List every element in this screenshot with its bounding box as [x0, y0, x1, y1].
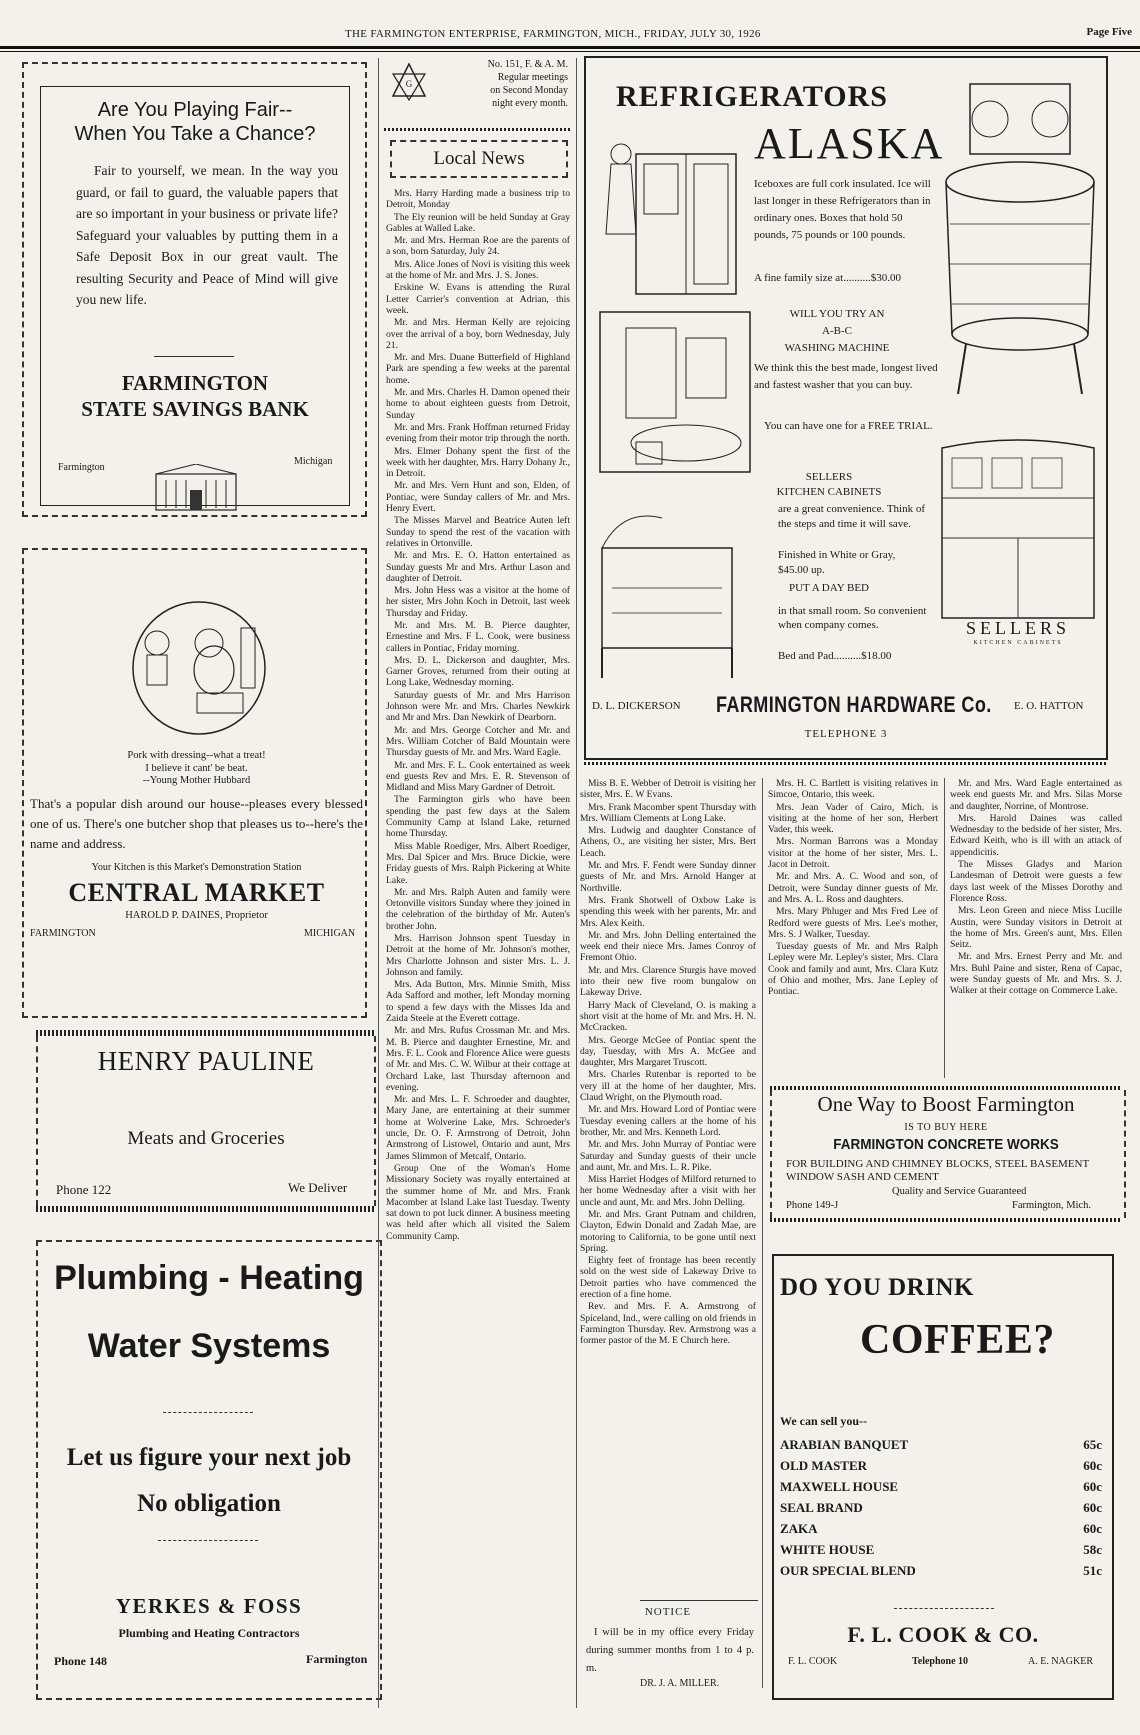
- news-item: Mrs. Harry Harding made a business trip to Detroit, Monday: [386, 188, 570, 211]
- plumbing-name: YERKES & FOSS: [115, 1594, 303, 1618]
- bank-body: Fair to yourself, we mean. In the way you guard, or fail to guard, the valuable papers that are so important in your business or private life? Safeguard your valuables by putting them in a Safe Deposit Box in our great vault. The resulting Security and Peace of Mind will give you new life.: [76, 163, 338, 307]
- news-item: Mr. and Mrs. Ward Eagle entertained as week end guests Mr. and Mrs. Silas Morse and daughter, Norrine, of Montrose.: [950, 778, 1122, 812]
- alaska-text: Iceboxes are full cork insulated. Ice will last longer in these Refrigerators than in ordinary ones. Boxes that hold 50 pounds, 75 pounds or 100 pounds.: [754, 178, 931, 241]
- news-item: Mr. and Mrs. Clarence Sturgis have moved into their new five room bungalow on Lakeway Drive.: [580, 964, 756, 999]
- sellers-price: Finished in White or Gray, $45.00 up.: [778, 549, 896, 576]
- column-rule: [944, 778, 945, 1078]
- coffee-price: 60c: [1083, 1521, 1102, 1536]
- lodge-line-1: No. 151, F. & A. M.: [487, 59, 568, 70]
- market-state: MICHIGAN: [304, 928, 356, 939]
- masthead-line: THE FARMINGTON ENTERPRISE, FARMINGTON, MICH., FRIDAY, JULY 30, 1926: [345, 28, 761, 40]
- news-item: Mr. and Mrs. Ralph Auten and family were Ortonville visitors Sunday where they joined in the celebration of the birthday of Mr. Auten's brother John.: [386, 886, 570, 932]
- sellers-logo: SELLERS: [965, 618, 1070, 638]
- notice-rule: [640, 1600, 758, 1601]
- market-ad: [22, 548, 367, 1018]
- local-news-column: [386, 188, 570, 1703]
- owner-right: E. O. HATTON: [1014, 700, 1084, 712]
- masonic-emblem-icon: [387, 60, 431, 104]
- news-item: Mrs. Frank Shotwell of Oxbow Lake is spending this week with her parents, Mr. and Mrs. Alex Keith.: [580, 894, 756, 929]
- pauline-deliver: We Deliver: [288, 1180, 348, 1195]
- column-rule: [762, 778, 763, 1688]
- news-column-4: [950, 778, 1122, 1078]
- news-column-2: [580, 778, 756, 1538]
- news-item: Mrs. Ada Button, Mrs. Minnie Smith, Miss Ada Safford and mother, left Monday morning to spend a few days with the Misses Ida and Zaida Steele at the Everett cottage.: [386, 979, 570, 1025]
- news-item: Tuesday guests of Mr. and Mrs Ralph Lepley were Mr. Lepley's sister, Mrs. Clara Cook and family and aunt, Mrs. Clara Kutz of Ohio and mother, Mrs. Jane Lepley of Pontiac.: [768, 941, 938, 998]
- coffee-price-list: [780, 1434, 1102, 1581]
- local-news-title-box: [390, 140, 568, 178]
- news-item: Mr. and Mrs. Ernest Perry and Mr. and Mrs. Buhl Paine and sister, Rena of Capac, were Sunday guests of Mr. and Mrs. S. J. Walker at their cottage on Commerce Lake.: [950, 951, 1122, 997]
- divider: [154, 356, 234, 357]
- news-item: Eighty feet of frontage has been recently sold on the west side of Lakeway Drive to Detroit parties who have commenced the erection of a fine home.: [580, 1255, 756, 1301]
- news-item: Mrs. Ludwig and daughter Constance of Athens, O., are visiting her sister, Mrs. Bert Leach.: [580, 825, 756, 859]
- sellers-text: are a great convenience. Think of the steps and time it will save.: [778, 503, 926, 530]
- market-pitch: That's a popular dish around our house--pleases every blessed one of us. There's one butcher shop that pleases us to--here's the name and address.: [30, 796, 363, 851]
- divider: [158, 1540, 258, 1542]
- coffee-name: ARABIAN BANQUET: [780, 1437, 909, 1452]
- news-item: Mr. and Mrs. Duane Butterfield of Highland Park are spending a few weeks at the parental home.: [386, 352, 570, 386]
- news-item: Mr. and Mrs. Rufus Crossman Mr. and Mrs. M. B. Pierce and daughter Ernestine, Mr. and Mrs. F. L. Cook and Florence Alice were guests of Mr. and Mrs. C. W. Wilbur at their cottage at Orchard Lake, last Thursday afternoon and evening.: [386, 1025, 570, 1093]
- news-item: Mr. and Mrs. Howard Lord of Pontiac were Tuesday evening callers at the home of his brother, Mr. and Mrs. Kenneth Lord.: [580, 1104, 756, 1138]
- coffee-price: 60c: [1083, 1479, 1102, 1494]
- coffee-price: 60c: [1083, 1500, 1102, 1515]
- plumbing-line-4: No obligation: [137, 1490, 281, 1517]
- washer-line-2: A-B-C: [822, 325, 852, 337]
- concrete-line-4: FOR BUILDING AND CHIMNEY BLOCKS, STEEL BASEMENT WINDOW SASH AND CEMENT: [786, 1158, 1090, 1183]
- news-item: Saturday guests of Mr. and Mrs Harrison Johnson were Mr. and Mrs. Charles Newkirk and Mr and Mrs. Dan Newkirk of Dearborn.: [386, 689, 570, 724]
- notice-text: I will be in my office every Friday during summer months from 1 to 4 p. m.: [586, 1627, 754, 1674]
- bank-headline-2: When You Take a Chance?: [74, 123, 316, 145]
- pauline-ad: [36, 1036, 376, 1206]
- coffee-price-row: [780, 1560, 1102, 1581]
- coffee-price: 58c: [1083, 1542, 1102, 1557]
- coffee-price-row: [780, 1455, 1102, 1476]
- news-item: Mr. and Mrs. E. O. Hatton entertained as Sunday guests Mr and Mrs. Arthur Lason and daughter of Detroit.: [386, 550, 570, 584]
- poem-line-1: Pork with dressing--what a treat!: [127, 750, 266, 761]
- refrigerator-illustration: [596, 124, 746, 310]
- pauline-line: Meats and Groceries: [127, 1128, 285, 1149]
- pig-cartoon-illustration: [109, 598, 289, 738]
- coffee-name: SEAL BRAND: [780, 1500, 863, 1515]
- news-item: The Misses Marvel and Beatrice Auten left Sunday to spend the rest of the vacation with relatives in Ortonville.: [386, 515, 570, 549]
- news-item: Mrs. D. L. Dickerson and daughter, Mrs. Garner Groves, returned from their outing at Long Lake, Wednesday morning.: [386, 654, 570, 689]
- column-rule: [576, 58, 577, 1708]
- news-item: Mrs. H. C. Bartlett is visiting relatives in Simcoe, Ontario, this week.: [768, 778, 938, 801]
- coffee-intro: We can sell you--: [780, 1414, 867, 1428]
- news-item: Erskine W. Evans is attending the Rural Letter Carrier's convention at Adrian, this week.: [386, 282, 570, 316]
- concrete-phone: Phone 149-J: [786, 1200, 839, 1211]
- notice-title: NOTICE: [644, 1606, 692, 1618]
- hardware-name: FARMINGTON HARDWARE Co.: [716, 692, 992, 717]
- news-item: Miss B. E. Webber of Detroit is visiting her sister, Mrs. E. W Evans.: [580, 778, 756, 801]
- concrete-name: FARMINGTON CONCRETE WORKS: [833, 1136, 1059, 1153]
- news-item: Mr. and Mrs. F. Fendt were Sunday dinner guests of Mr. and Mrs. Arnold Hanger at Northville.: [580, 860, 756, 894]
- poem-line-2: I believe it cant' be beat.: [145, 762, 248, 774]
- coffee-line-1: DO YOU DRINK: [780, 1274, 974, 1301]
- concrete-line-2: IS TO BUY HERE: [904, 1122, 988, 1133]
- washer-line-3: WASHING MACHINE: [784, 342, 890, 354]
- news-item: Mrs. Frank Macomber spent Thursday with Mrs. William Clements at Long Lake.: [580, 801, 756, 824]
- bank-state: Michigan: [294, 456, 333, 467]
- concrete-line-1: One Way to Boost Farmington: [817, 1092, 1075, 1116]
- divider: [163, 1412, 253, 1414]
- news-item: Mr. and Mrs. F. L. Cook entertained as week end guests Rev and Mrs. E. R. Stevenson of Midland and Miss Mary Gardner of Detroit.: [386, 759, 570, 794]
- lodge-line-4: night every month.: [492, 98, 568, 109]
- bank-building-illustration: [152, 464, 240, 512]
- pauline-phone: Phone 122: [56, 1182, 112, 1197]
- news-item: Mr. and Mrs. John Delling entertained the week end their niece Mrs. James Conroy of Fremont Ohio.: [580, 929, 756, 964]
- news-item: Mr. and Mrs. M. B. Pierce daughter, Ernestine and Mrs. F L. Cook, were business callers in Pontiac, Friday morning.: [386, 619, 570, 654]
- coffee-price-row: [780, 1518, 1102, 1539]
- coffee-name: ZAKA: [780, 1521, 818, 1536]
- hardware-ad: [584, 56, 1108, 760]
- coffee-name: WHITE HOUSE: [780, 1542, 875, 1557]
- coffee-price: 65c: [1083, 1437, 1102, 1452]
- news-item: Mrs. Harold Daines was called Wednesday to the bedside of her sister, Mrs. Edward Keith, who is ill with an attack of appendicitis.: [950, 812, 1122, 858]
- news-item: Mrs. Harrison Johnson spent Tuesday in Detroit at the home of Mr. Johnson's mother, Mrs Charlotte Johnson and sister Mrs. L. J. Johnson and family.: [386, 933, 570, 978]
- news-item: Mrs. Alice Jones of Novi is visiting this week at the home of Mr. and Mrs. J. S. Jones.: [386, 258, 570, 282]
- hatch-rule: [36, 1206, 376, 1212]
- hatch-rule: [770, 1218, 1122, 1222]
- plumbing-phone: Phone 148: [54, 1654, 108, 1668]
- alaska-heading: ALASKA: [754, 119, 945, 168]
- market-city: FARMINGTON: [30, 928, 96, 939]
- plumbing-sub: Plumbing and Heating Contractors: [118, 1626, 300, 1640]
- concrete-ad: [770, 1090, 1126, 1218]
- plumbing-line-1: Plumbing - Heating: [54, 1259, 364, 1297]
- coffee-price-row: [780, 1434, 1102, 1455]
- header-rule-thin: [0, 51, 1140, 52]
- owner-left: D. L. DICKERSON: [592, 700, 681, 712]
- bed-line-1: PUT A DAY BED: [789, 582, 869, 594]
- lodge-line-2: Regular meetings: [497, 72, 568, 83]
- coffee-phone: Telephone 10: [912, 1656, 969, 1667]
- news-item: Mr. and Mrs. Herman Kelly are rejoicing over the arrival of a boy, born Wednesday, July 21.: [386, 317, 570, 351]
- sellers-line-2: KITCHEN CABINETS: [776, 486, 882, 498]
- market-proprietor: HAROLD P. DAINES, Proprietor: [125, 910, 268, 921]
- kitchen-cabinet-illustration: [932, 438, 1104, 648]
- washer-text: We think this the best made, longest lived and fastest washer that you can buy.: [754, 362, 938, 391]
- news-item: Mrs. George McGee of Pontiac spent the day, Tuesday, with Mrs A. McGee and daughter, Mrs Margaret Truscott.: [580, 1034, 756, 1069]
- news-item: Mrs. Elmer Dohany spent the first of the week with her daughter, Mrs. Harry Dohany Jr., in Detroit.: [386, 445, 570, 480]
- news-item: Mr. and Mrs. Herman Roe are the parents of a son, born Saturday, July 24.: [386, 235, 570, 258]
- news-item: Mrs. John Hess was a visitor at the home of her sister, Mrs John Koch in Detroit, last week Thursday and Friday.: [386, 585, 570, 619]
- day-bed-illustration: [592, 488, 742, 698]
- hatch-rule: [584, 762, 1108, 765]
- washing-machine-illustration: [930, 64, 1106, 400]
- coffee-price: 51c: [1083, 1563, 1102, 1578]
- notice-signature: DR. J. A. MILLER.: [640, 1678, 720, 1689]
- column-rule: [378, 58, 379, 1708]
- coffee-name: OUR SPECIAL BLEND: [780, 1563, 916, 1578]
- plumbing-city: Farmington: [306, 1652, 368, 1666]
- page-number: Page Five: [1086, 26, 1132, 38]
- news-item: Mrs. Leon Green and niece Miss Lucille Austin, were Sunday visitors in Detroit at the home of Mrs. Green's aunt, Mrs. Ellen Seitz.: [950, 905, 1122, 951]
- hardware-phone: TELEPHONE 3: [804, 728, 888, 740]
- news-item: Harry Mack of Cleveland, O. is making a short visit at the home of Mr. and Mrs. H. N. McCracken.: [580, 999, 756, 1034]
- divider: [894, 1608, 994, 1610]
- news-item: Group One of the Woman's Home Missionary Society was royally entertained at the summer home of Mr. and Mrs. Frank Macomber at Island Lake last Tuesday. Twenty sat down to pot luck dinner. A business meeting was held after which all visited the Salem Community Camp.: [386, 1162, 570, 1242]
- concrete-city: Farmington, Mich.: [1012, 1200, 1092, 1211]
- news-item: Mrs. Mary Phluger and Mrs Fred Lee of Redford were guests of Mrs. Lee's mother, Mrs. S. J Walker, Tuesday.: [768, 906, 938, 940]
- news-column-3: [768, 778, 938, 1078]
- concrete-line-5: Quality and Service Guaranteed: [892, 1186, 1027, 1197]
- bank-name-1: FARMINGTON: [121, 371, 269, 395]
- pauline-name: HENRY PAULINE: [97, 1046, 315, 1076]
- news-item: Mrs. Norman Barrons was a Monday visitor at the home of her sister, Mrs. L. Jacot in Detroit.: [768, 836, 938, 871]
- poem-attribution: --Young Mother Hubbard: [142, 775, 251, 786]
- coffee-ad: [772, 1254, 1114, 1700]
- washer-free: You can have one for a FREE TRIAL.: [764, 420, 933, 432]
- coffee-price: 60c: [1083, 1458, 1102, 1473]
- news-item: Mr. and Mrs. Frank Hoffman returned Friday evening from their motor trip through the north.: [386, 421, 570, 445]
- washer-line-1: WILL YOU TRY AN: [789, 308, 885, 320]
- news-item: The Misses Gladys and Marion Landesman of Detroit were guests a few days last week of the Misses Dorothy and Florence Ross.: [950, 859, 1122, 904]
- market-tagline: Your Kitchen is this Market's Demonstration Station: [91, 862, 302, 873]
- news-item: Mr. and Mrs. Grant Putnam and children, Clayton, Edwin Donald and Zadah Mae, are motoring to California, to be gone until next Spring.: [580, 1208, 756, 1254]
- coffee-line-2: COFFEE?: [860, 1317, 1055, 1363]
- bed-text: in that small room. So convenient when company comes.: [778, 605, 927, 631]
- plumbing-ad: [36, 1240, 382, 1700]
- news-item: Mr. and Mrs. A. C. Wood and son, of Detroit, were Sunday dinner guests of Mr. and Mrs. A. L. Ross and daughters.: [768, 871, 938, 905]
- sellers-logo-sub: KITCHEN CABINETS: [973, 640, 1063, 646]
- bank-headline-1: Are You Playing Fair--: [97, 99, 293, 121]
- news-item: The Ely reunion will be held Sunday at Gray Gables at Walled Lake.: [386, 211, 570, 234]
- sellers-cabinet-illustration: [596, 308, 756, 478]
- coffee-left: F. L. COOK: [788, 1656, 838, 1667]
- alaska-price: A fine family size at..........$30.00: [754, 272, 901, 284]
- plumbing-line-3: Let us figure your next job: [66, 1444, 352, 1471]
- coffee-price-row: [780, 1476, 1102, 1497]
- news-item: Mrs. Charles Rutenbar is reported to be very ill at the home of her daughter, Mrs. Claud Wright, on the Plymouth road.: [580, 1069, 756, 1104]
- local-news-title: Local News: [433, 148, 525, 169]
- coffee-name: MAXWELL HOUSE: [780, 1479, 899, 1494]
- header-rule: [0, 46, 1140, 49]
- hatch-rule: [384, 128, 570, 131]
- news-item: Miss Mable Roediger, Mrs. Albert Roediger, Mrs. Dal Spicer and Mrs. Bruce Dickie, were Friday guests of Mrs. Ralph Pickering at White Lake.: [386, 840, 570, 886]
- refrigerators-heading: REFRIGERATORS: [616, 80, 888, 113]
- coffee-price-row: [780, 1497, 1102, 1518]
- news-item: The Farmington girls who have been spending the past few days at the Salem Community Camp at Island Lake, returned home Thursday.: [386, 794, 570, 840]
- news-item: Miss Harriet Hodges of Milford returned to her home Wednesday after a visit with her uncle and aunt, Mr. and Mrs. John Delling.: [580, 1174, 756, 1208]
- plumbing-line-2: Water Systems: [87, 1327, 331, 1365]
- news-item: Rev. and Mrs. F. A. Armstrong of Spiceland, Ind., were calling on old friends in Farmington Thursday. Rev. Armstrong was a former pastor of the M. E Church here.: [580, 1301, 756, 1347]
- news-item: Mr. and Mrs. Vern Hunt and son, Elden, of Pontiac, were Sunday callers of Mr. and Mrs. Henry Evert.: [386, 480, 570, 515]
- bank-ad: [22, 62, 367, 517]
- bed-price: Bed and Pad..........$18.00: [778, 650, 892, 662]
- coffee-right: A. E. NAGKER: [1028, 1656, 1093, 1667]
- bank-city: Farmington: [58, 462, 105, 473]
- news-item: Mr. and Mrs. George Cotcher and Mr. and Mrs. William Cotcher of Bald Mountain were Thursday guests of Mr. and Mrs. Ward Eagle.: [386, 724, 570, 759]
- lodge-line-3: on Second Monday: [490, 85, 568, 96]
- sellers-line-1: SELLERS: [805, 471, 853, 483]
- coffee-price-row: [780, 1539, 1102, 1560]
- coffee-store-name: F. L. COOK & CO.: [847, 1622, 1039, 1647]
- coffee-name: OLD MASTER: [780, 1458, 868, 1473]
- market-name: CENTRAL MARKET: [68, 878, 325, 907]
- svg-text:G: G: [405, 79, 413, 89]
- news-item: Mr. and Mrs. Charles H. Damon opened their home to about eighteen guests from Detroit, Sunday: [386, 387, 570, 421]
- bank-name-2: STATE SAVINGS BANK: [81, 397, 309, 421]
- news-item: Mrs. Jean Vader of Cairo, Mich. is visiting at the home of her son, Herbert Vader, this week.: [768, 801, 938, 836]
- news-item: Mr. and Mrs. John Murray of Pontiac were Saturday and Sunday guests of their uncle and aunt, Mr. and Mrs. L. R. Pike.: [580, 1139, 756, 1173]
- news-item: Mr. and Mrs. L. F. Schroeder and daughter, Mary Jane, are entertaining at their summer home at Wolverine Lake, Mrs. Schroeder's uncle, Dr. O. F. Armstrong of Detroit, John Armstrong of Listowel, Ontario and aunt, Mrs James Slimmon of Metcalf, Ontario.: [386, 1094, 570, 1162]
